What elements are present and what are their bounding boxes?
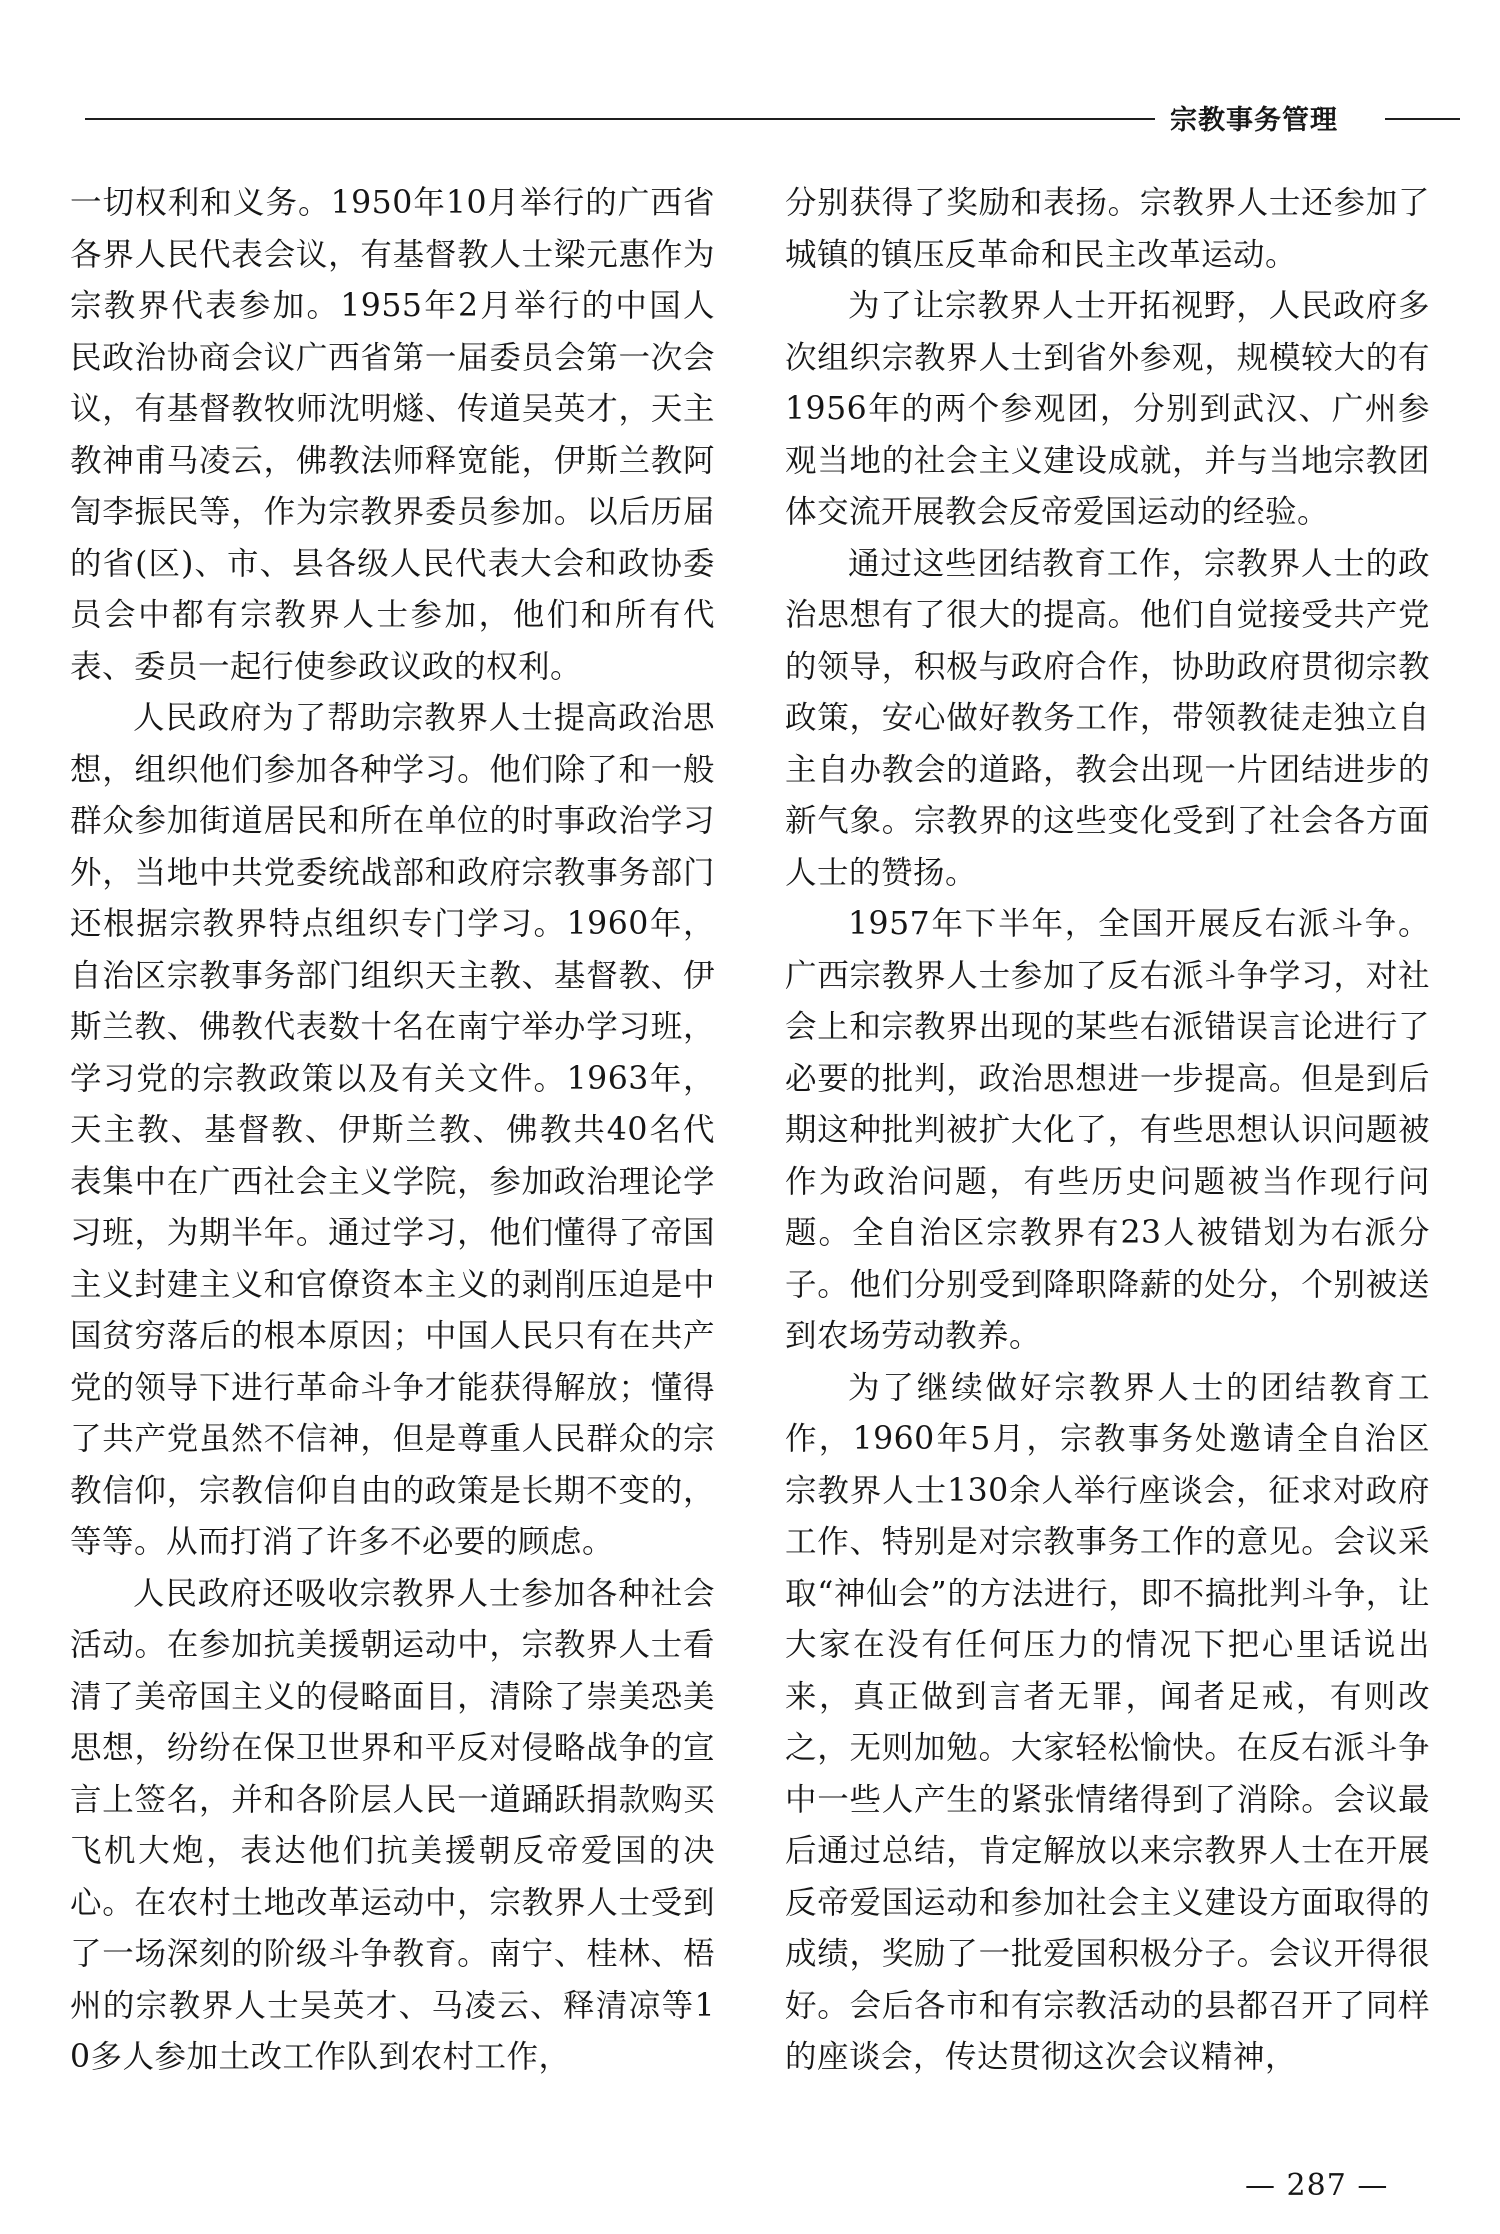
page-number: — 287 — — [1245, 2168, 1389, 2203]
paragraph: 为了继续做好宗教界人士的团结教育工作，1960年5月，宗教事务处邀请全自治区宗教界人士130余人举行座谈会，征求对政府工作、特别是对宗教事务工作的意见。会议采取“神仙会”的方法进行，即不搞批判斗争，让大家在没有任何压力的情况下把心里话说出来，真正做到言者无罪，闻者足戒，有则改之，无则加勉。大家轻松愉快。在反右派斗争中一些人产生的紧张情绪得到了消除。会议最后通过总结，肯定解放以来宗教界人士在开展反帝爱国运动和参加社会主义建设方面取得的成绩，奖励了一批爱国积极分子。会议开得很好。会后各市和有宗教活动的县都召开了同样的座谈会，传达贯彻这次会议精神， — [785, 1369, 1430, 2075]
paragraph: 人民政府为了帮助宗教界人士提高政治思想，组织他们参加各种学习。他们除了和一般群众参加街道居民和所在单位的时事政治学习外，当地中共党委统战部和政府宗教事务部门还根据宗教界特点组织专门学习。1960年，自治区宗教事务部门组织天主教、基督教、伊斯兰教、佛教代表数十名在南宁举办学习班，学习党的宗教政策以及有关文件。1963年，天主教、基督教、伊斯兰教、佛教共40名代表集中在广西社会主义学院，参加政治理论学习班，为期半年。通过学习，他们懂得了帝国主义封建主义和官僚资本主义的剥削压迫是中国贫穷落后的根本原因；中国人民只有在共产党的领导下进行革命斗争才能获得解放；懂得了共产党虽然不信神，但是尊重人民群众的宗教信仰，宗教信仰自由的政策是长期不变的，等等。从而打消了许多不必要的顾虑。 — [70, 700, 715, 1560]
paragraph: 1957年下半年，全国开展反右派斗争。广西宗教界人士参加了反右派斗争学习，对社会上和宗教界出现的某些右派错误言论进行了必要的批判，政治思想进一步提高。但是到后期这种批判被扩大化了，有些思想认识问题被作为政治问题，有些历史问题被当作现行问题。全自治区宗教界有23人被错划为右派分子。他们分别受到降职降薪的处分，个别被送到农场劳动教养。 — [785, 906, 1430, 1354]
paragraph-continued: 分别获得了奖励和表扬。宗教界人士还参加了城镇的镇压反革命和民主改革运动。 — [785, 185, 1430, 273]
running-header-title: 宗教事务管理 — [1170, 105, 1338, 136]
left-column — [70, 178, 715, 2084]
paragraph-continued: 一切权利和义务。1950年10月举行的广西省各界人民代表会议，有基督教人士梁元惠作为宗教界代表参加。1955年2月举行的中国人民政治协商会议广西省第一届委员会第一次会议，有基督教牧师沈明燧、传道吴英才，天主教神甫马凌云，佛教法师释宽能，伊斯兰教阿訇李振民等，作为宗教界委员参加。以后历届的省(区)、市、县各级人民代表大会和政协委员会中都有宗教界人士参加，他们和所有代表、委员一起行使参政议政的权利。 — [70, 185, 715, 685]
paragraph: 为了让宗教界人士开拓视野，人民政府多次组织宗教界人士到省外参观，规模较大的有1956年的两个参观团，分别到武汉、广州参观当地的社会主义建设成就，并与当地宗教团体交流开展教会反帝爱国运动的经验。 — [785, 288, 1430, 530]
header-rule-right — [1385, 118, 1460, 120]
header-rule-left — [85, 118, 1155, 120]
paragraph: 人民政府还吸收宗教界人士参加各种社会活动。在参加抗美援朝运动中，宗教界人士看清了美帝国主义的侵略面目，清除了崇美恐美思想，纷纷在保卫世界和平反对侵略战争的宣言上签名，并和各阶层人民一道踊跃捐款购买飞机大炮，表达他们抗美援朝反帝爱国的决心。在农村土地改革运动中，宗教界人士受到了一场深刻的阶级斗争教育。南宁、桂林、梧州的宗教界人士吴英才、马凌云、释清凉等10多人参加土改工作队到农村工作， — [70, 1575, 715, 2075]
paragraph: 通过这些团结教育工作，宗教界人士的政治思想有了很大的提高。他们自觉接受共产党的领导，积极与政府合作，协助政府贯彻宗教政策，安心做好教务工作，带领教徒走独立自主自办教会的道路，教会出现一片团结进步的新气象。宗教界的这些变化受到了社会各方面人士的赞扬。 — [785, 545, 1430, 891]
right-column — [785, 178, 1430, 2084]
